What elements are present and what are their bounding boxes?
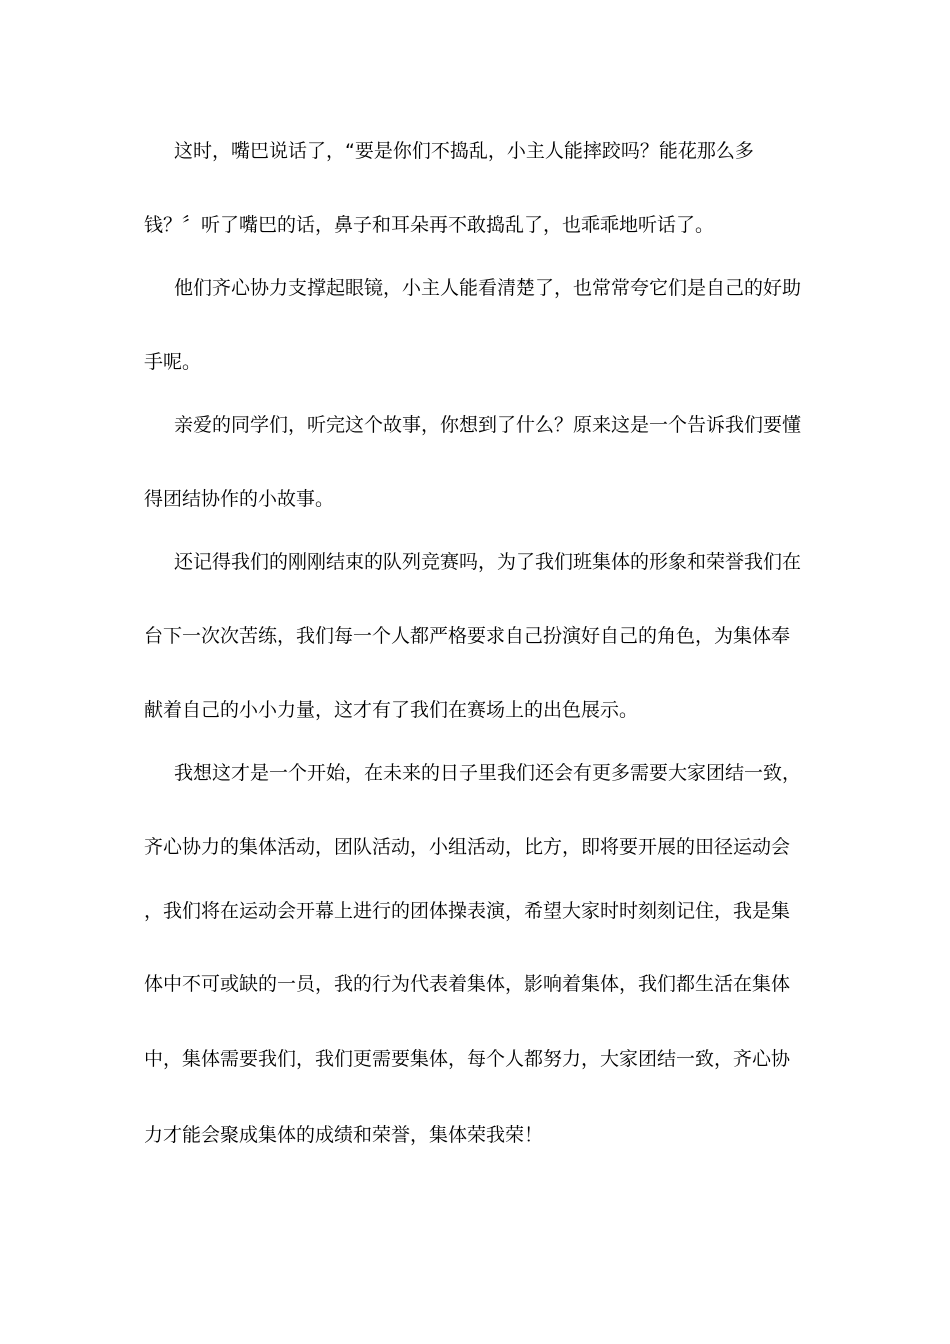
paragraph-2-line-2: 手呢。 [144,351,202,373]
paragraph-5-line-1: 我想这才是一个开始，在未来的日子里我们还会有更多需要大家团结一致， [174,762,802,784]
paragraph-4-line-1: 还记得我们的刚刚结束的队列竞赛吗，为了我们班集体的形象和荣誉我们在 [174,551,802,573]
paragraph-5-line-3: ，我们将在运动会开幕上进行的团体操表演，希望大家时时刻刻记住，我是集 [144,900,791,922]
paragraph-5-line-4: 体中不可或缺的一员，我的行为代表着集体，影响着集体，我们都生活在集体 [144,973,791,995]
paragraph-5-line-2: 齐心协力的集体活动，团队活动，小组活动，比方，即将要开展的田径运动会 [144,836,791,858]
paragraph-5-line-5: 中，集体需要我们，我们更需要集体，每个人都努力，大家团结一致，齐心协 [144,1048,791,1070]
paragraph-5-line-6: 力才能会聚成集体的成绩和荣誉，集体荣我荣！ [144,1124,544,1146]
paragraph-1-line-2: 钱？〞听了嘴巴的话，鼻子和耳朵再不敢捣乱了，也乖乖地听话了。 [144,214,715,236]
paragraph-3-line-1: 亲爱的同学们，听完这个故事，你想到了什么？原来这是一个告诉我们要懂 [174,414,802,436]
paragraph-2-line-1: 他们齐心协力支撑起眼镜，小主人能看清楚了，也常常夸它们是自己的好助 [174,277,802,299]
paragraph-4-line-3: 献着自己的小小力量，这才有了我们在赛场上的出色展示。 [144,699,639,721]
paragraph-1-line-1: 这时，嘴巴说话了，“要是你们不捣乱，小主人能摔跤吗？能花那么多 [174,140,754,162]
paragraph-4-line-2: 台下一次次苦练，我们每一个人都严格要求自己扮演好自己的角色，为集体奉 [144,625,791,647]
paragraph-3-line-2: 得团结协作的小故事。 [144,488,335,510]
